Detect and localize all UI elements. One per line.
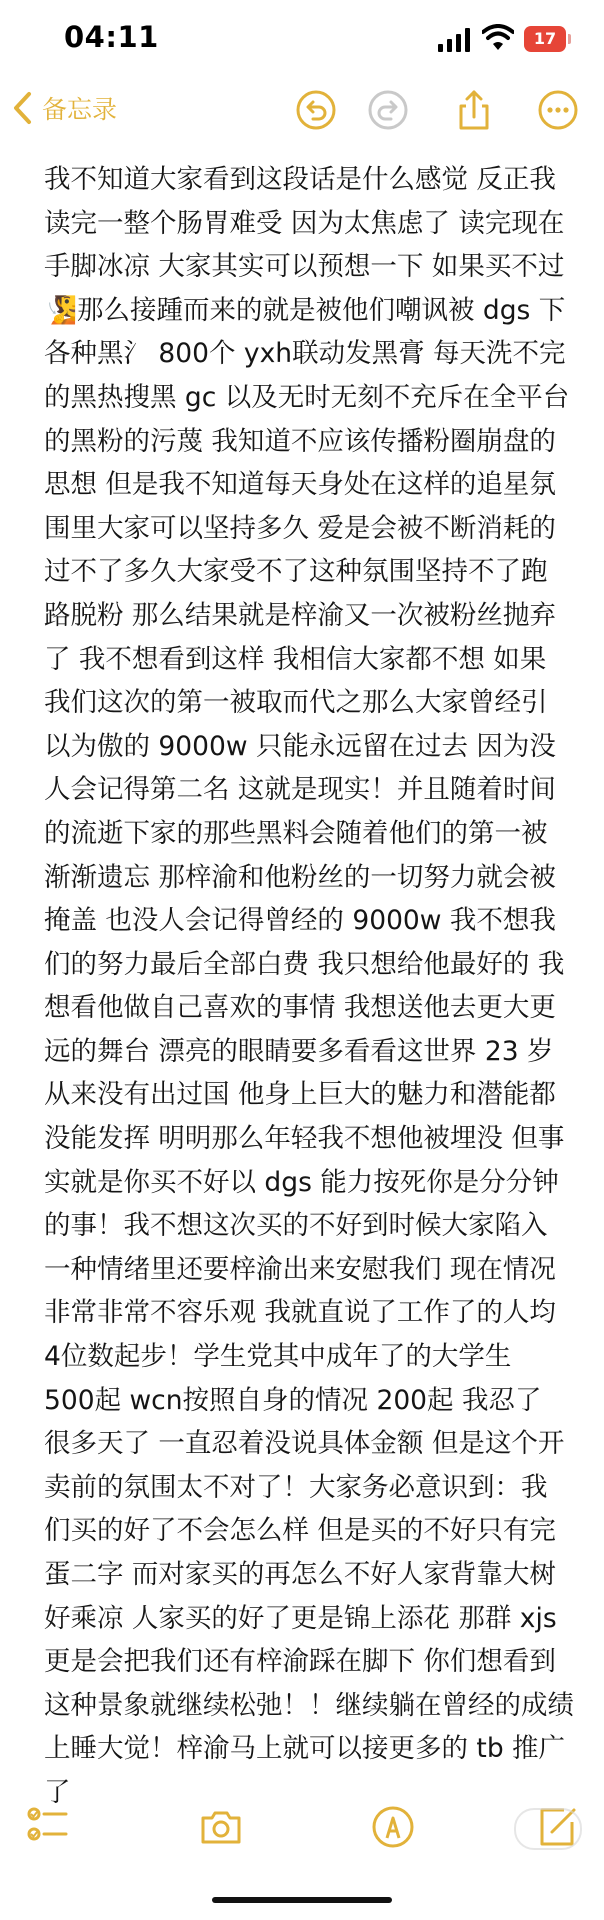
note-line: 读完一整个肠胃难受 因为太焦虑了 读完现在 <box>44 207 565 239</box>
note-line: 500起 wcn按照自身的情况 200起 我忍了 <box>44 1384 542 1416</box>
status-time: 04:11 <box>64 20 159 54</box>
note-line: 的黑粉的污蔑 我知道不应该传播粉圈崩盘的 <box>44 425 556 457</box>
note-line: 的事！我不想这次买的不好到时候大家陷入 <box>44 1210 548 1242</box>
note-line: 路脱粉 那么结果就是梓渝又一次被粉丝抛弃 <box>44 599 556 631</box>
note-line: 想看他做自己喜欢的事情 我想送他去更大更 <box>44 992 556 1024</box>
note-line: 这种景象就继续松弛！！继续躺在曾经的成绩 <box>44 1689 574 1721</box>
note-line: 实就是你买不好以 dgs 能力按死你是分分钟 <box>44 1166 559 1198</box>
note-line: 🧏那么接踵而来的就是被他们嘲讽被 dgs 下 <box>44 294 566 326</box>
note-line: 的黑热搜黑 gc 以及无时无刻不充斥在全平台 <box>44 381 570 413</box>
camera-icon[interactable] <box>198 1804 244 1850</box>
note-line: 人会记得第二名 这就是现实！并且随着时间 <box>44 774 556 806</box>
note-line: 很多天了 一直忍着没说具体金额 但是这个开 <box>44 1428 565 1460</box>
note-line: 从来没有出过国 他身上巨大的魅力和潜能都 <box>44 1079 556 1111</box>
checklist-icon[interactable] <box>26 1804 72 1850</box>
note-line: 以为傲的 9000w 只能永远留在过去 因为没 <box>44 730 556 762</box>
home-indicator[interactable] <box>212 1897 392 1903</box>
note-line: 卖前的氛围太不对了！大家务必意识到：我 <box>44 1471 548 1503</box>
note-line: 各种黑氵 800个 yxh联动发黑膏 每天洗不完 <box>44 338 566 370</box>
note-line: 了 <box>44 1776 71 1808</box>
note-line: 一种情绪里还要梓渝出来安慰我们 现在情况 <box>44 1253 556 1285</box>
note-line: 的流逝下家的那些黑料会随着他们的第一被 <box>44 817 548 849</box>
more-icon[interactable] <box>536 88 580 132</box>
cellular-signal-icon <box>438 28 470 52</box>
share-icon[interactable] <box>452 88 496 132</box>
note-line: 远的舞台 漂亮的眼睛要多看看这世界 23 岁 <box>44 1035 554 1067</box>
note-line: 围里大家可以坚持多久 爱是会被不断消耗的 <box>44 512 556 544</box>
markup-pen-icon[interactable] <box>370 1804 416 1850</box>
note-line: 们买的好了不会怎么样 但是买的不好只有完 <box>44 1515 556 1547</box>
note-body[interactable] <box>44 158 580 1815</box>
note-line: 掩盖 也没人会记得曾经的 9000w 我不想我 <box>44 905 556 937</box>
redo-icon[interactable] <box>366 88 410 132</box>
note-line: 过不了多久大家受不了这种氛围坚持不了跑 <box>44 556 548 588</box>
note-line: 4位数起步！学生党其中成年了的大学生 <box>44 1341 512 1373</box>
wifi-icon <box>482 24 514 52</box>
note-line: 更是会把我们还有梓渝踩在脚下 你们想看到 <box>44 1646 556 1678</box>
undo-icon[interactable] <box>294 88 338 132</box>
note-line: 非常非常不容乐观 我就直说了工作了的人均 <box>44 1297 556 1329</box>
battery-indicator: 17 <box>524 26 566 52</box>
note-line: 渐渐遗忘 那梓渝和他粉丝的一切努力就会被 <box>44 861 556 893</box>
battery-tip <box>568 34 571 44</box>
status-bar <box>0 0 604 80</box>
note-line: 我们这次的第一被取而代之那么大家曾经引 <box>44 687 548 719</box>
back-label: 备忘录 <box>42 95 118 124</box>
chevron-left-icon <box>12 91 34 125</box>
note-line: 没能发挥 明明那么年轻我不想他被埋没 但事 <box>44 1123 565 1155</box>
note-line: 了 我不想看到这样 我相信大家都不想 如果 <box>44 643 547 675</box>
nav-bar <box>0 80 604 150</box>
note-line: 上睡大觉！梓渝马上就可以接更多的 tb 推广 <box>44 1733 566 1765</box>
note-line: 我不知道大家看到这段话是什么感觉 反正我 <box>44 164 556 195</box>
back-button[interactable] <box>12 90 117 126</box>
note-line: 手脚冰凉 大家其实可以预想一下 如果买不过 <box>44 251 565 283</box>
watermark-badge <box>514 1808 582 1850</box>
note-line: 好乘凉 人家买的好了更是锦上添花 那群 xjs <box>44 1602 557 1634</box>
note-line: 们的努力最后全部白费 我只想给他最好的 我 <box>44 948 565 980</box>
note-line: 蛋二字 而对家买的再怎么不好人家背靠大树 <box>44 1559 556 1590</box>
note-line: 思想 但是我不知道每天身处在这样的追星氛 <box>44 469 556 501</box>
